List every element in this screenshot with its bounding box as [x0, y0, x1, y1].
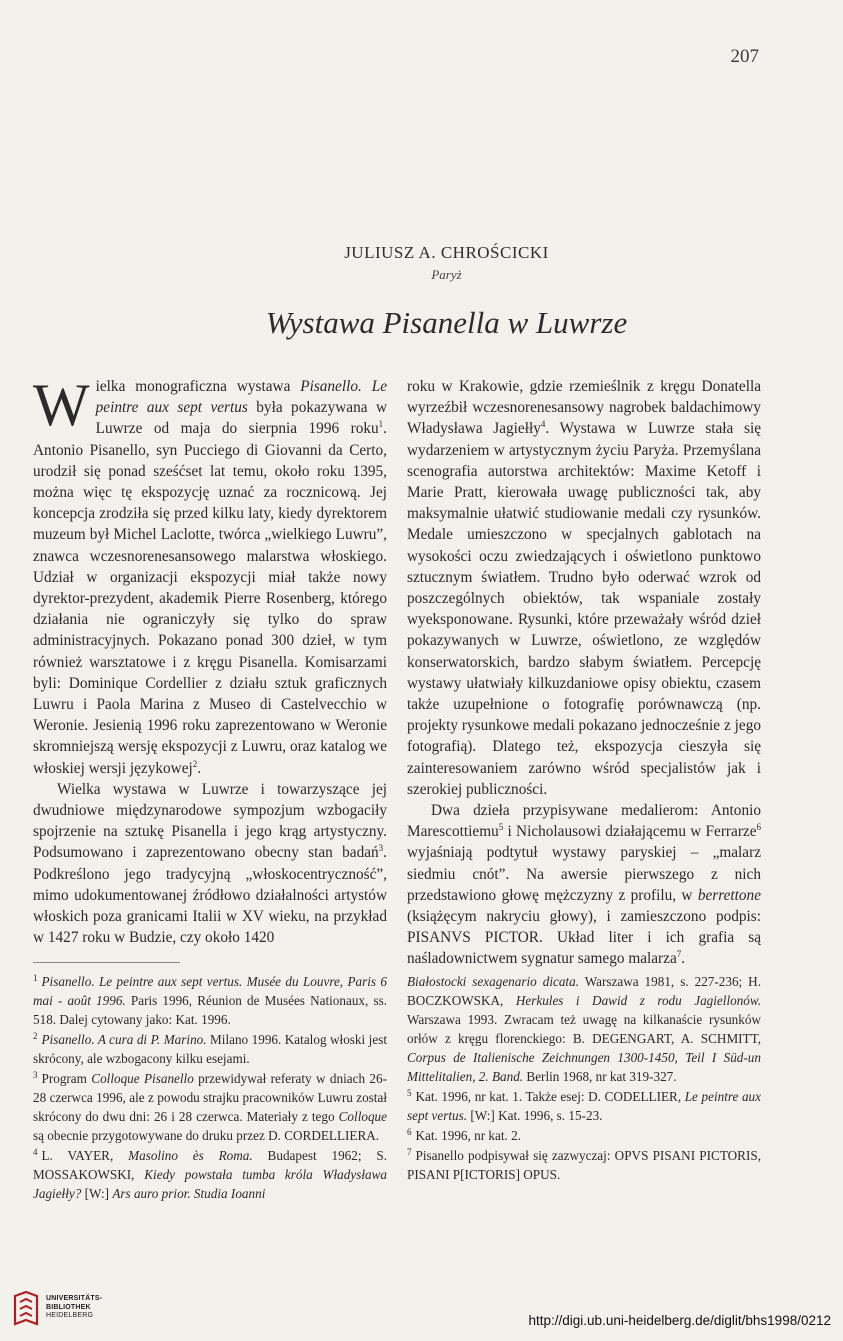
- article-title: Wystawa Pisanella w Luwrze: [265, 305, 628, 340]
- footnotes-right: [407, 972, 761, 1185]
- text-run: wyjaśniają podtytuł wystawy paryskiej – „malarz siedmiu cnót”. Na awersie pierwszego z nich przedstawiono głowę mężczyzny z profilu, w: [407, 844, 761, 904]
- text-run: Budapest 1962; S. MOSSAKOWSKI,: [33, 1148, 388, 1182]
- footnote-number: 6: [407, 1126, 412, 1137]
- footnote-ref[interactable]: 4: [540, 419, 546, 430]
- text-run-italic: Pisanello. A cura di P. Marino.: [41, 1032, 207, 1047]
- text-run: ielka monograficzna wystawa: [95, 378, 301, 395]
- footnote-5: [407, 1087, 761, 1125]
- text-run: Warszawa 1993. Zwracam też uwagę na kilkanaście rysunków orłów z kręgu florenckiego: B. DEGENGART, A. SCHMITT,: [407, 1012, 761, 1046]
- text-run-italic: Colloque Pisanello: [91, 1071, 194, 1086]
- footnote-number: 7: [407, 1146, 412, 1157]
- text-run: Berlin 1968, nr kat 319-327.: [523, 1069, 677, 1084]
- footnote-ref[interactable]: 3: [378, 843, 384, 854]
- body-column-left: [33, 372, 387, 948]
- library-name-line: UNIVERSITÄTS-: [46, 1295, 103, 1302]
- footnote-number: 2: [33, 1030, 38, 1041]
- text-run: . Podkreślono jego tradycyjną „włoskocentryczność”, mimo udokumentowanej źródłowo działalności artystów włoskich poza granicami Italii w XV wieku, na przykład w 1427 roku w Budzie, czy około 1420: [33, 844, 387, 947]
- footnote-number: 1: [33, 972, 38, 983]
- text-run: . Wystawa w Luwrze stała się wydarzeniem w artystycznym życiu Paryża. Przemyślana scenografia autorstwa architektów: Maxime Ketoff i Marie Pratt, kierowała uwagę publiczności tak, aby maksymalnie ułatwić studiowanie medali czy rysunków. Medale umieszczono w specjalnych gablotach na wysokości oczu zwiedzających i oświetlono punktowo sztucznym światłem. Trudno było oderwać wzrok od poszczególnych obiektów, tak wspaniale zostały wyeksponowane. Rysunki, które przeważały wśród dzieł pokazywanych w Luwrze, oświetlono, ze względów konserwatorskich, bardzo słabym światłem. Percepcję wystawy ułatwiały kilkuzdaniowe opisy obiektu, czasem także uzupełnione o fotografię porównawczą (np. projekty rysunkowe medali pokazano jednocześnie z jego fotografią). Dlatego też, ekspozycja cieszyła się zainteresowaniem zarówno wśród specjalistów jak i szerokiej publiczności.: [407, 420, 762, 798]
- source-url-link[interactable]: http://digi.ub.uni-heidelberg.de/diglit/bhs1998/0212: [528, 1313, 831, 1328]
- text-run-italic: Kiedy powstała tumba króla Władysława Jagiełły?: [33, 1167, 388, 1201]
- footnote-ref[interactable]: 7: [676, 949, 682, 960]
- text-run-italic: Pisanello. Le peintre aux sept vertus: [95, 378, 387, 417]
- text-run: L. VAYER,: [41, 1148, 129, 1163]
- footnote-number: 4: [33, 1146, 38, 1157]
- text-run: Dwa dzieła przypisywane medalierom: Antonio Marescottiemu: [407, 802, 761, 841]
- text-run: Kat. 1996, nr kat. 1. Także esej: D. CODELLIER,: [415, 1089, 685, 1104]
- footnote-ref[interactable]: 6: [756, 822, 761, 833]
- footnote-ref[interactable]: 1: [378, 419, 384, 430]
- footnote-3: [33, 1069, 387, 1145]
- text-run: i Nicholausowi działającemu w Ferrarze: [503, 823, 757, 841]
- article-header: [0, 243, 843, 341]
- footnote-4: [33, 1146, 387, 1203]
- text-run: Warszawa 1981, s. 227-236; H. BOCZKOWSKA,: [407, 974, 762, 1008]
- author: JULIUSZ A. CHROŚCICKI: [344, 243, 549, 262]
- text-run: roku w Krakowie, gdzie rzemieślnik z kręgu Donatella wyrzeźbił wczesnorenesansowy nagrobek baldachimowy Władysława Jagiełły: [407, 378, 761, 438]
- paragraph: [407, 376, 761, 800]
- author-place: Paryż: [431, 267, 462, 282]
- text-run: .: [681, 950, 686, 968]
- text-run-italic: berrettone: [697, 886, 761, 904]
- footnote-1: [33, 972, 387, 1029]
- footnote-number: 3: [33, 1069, 38, 1080]
- footnotes-left: [33, 972, 387, 1204]
- footnote-7: [407, 1146, 761, 1184]
- text-run-italic: Ars auro prior. Studia Ioanni: [112, 1186, 266, 1201]
- text-run: są obecnie przygotowywane do druku przez D. CORDELLIERA.: [33, 1128, 380, 1143]
- text-run: [W:]: [81, 1186, 113, 1201]
- library-name: [46, 1295, 102, 1321]
- text-run: Program: [41, 1071, 92, 1086]
- text-run: Milano 1996. Katalog włoski jest skrócony, ale wzbogacony kilku esejami.: [33, 1032, 387, 1066]
- library-name-line: HEIDELBERG: [46, 1312, 94, 1319]
- paragraph: [407, 800, 761, 970]
- library-name-line: BIBLIOTHEK: [46, 1303, 91, 1311]
- text-run-italic: Le peintre aux sept vertus.: [407, 1089, 761, 1123]
- text-run-italic: Masolino ès Roma.: [128, 1148, 253, 1163]
- text-run: była pokazywana w Luwrze od maja do sierpnia 1996 roku: [95, 399, 387, 438]
- text-run-italic: Corpus de Italienische Zeichnungen 1300-1450, Teil I Süd-un Mittelitalien, 2. Band.: [407, 1050, 761, 1084]
- text-run: (książęcym nakryciu głowy), i zamieszczono podpis: PISANVS PICTOR. Układ liter i ich grafia są naśladownictwem sygnatur samego malarza: [407, 908, 761, 968]
- footnote-6: [407, 1126, 761, 1145]
- footnote-4-continued: [407, 972, 761, 1086]
- text-run-italic: Herkules i Dawid z rodu Jagiellonów.: [515, 993, 761, 1008]
- library-emblem-icon: [12, 1290, 40, 1328]
- text-run: Paris 1996, Réunion de Musées Nationaux, ss. 518. Dalej cytowany jako: Kat. 1996.: [33, 993, 388, 1027]
- text-run: Wielka wystawa w Luwrze i towarzyszące jej dwudniowe międzynarodowe sympozjum wzbogaciły spojrzenie na sztukę Pisanella i jego krąg artystyczny. Podsumowano i zaprezentowano obecny stan badań: [33, 780, 387, 862]
- library-logo[interactable]: [12, 1290, 122, 1330]
- footnote-divider: [33, 962, 180, 963]
- text-run: przewidywał referaty w dniach 26-28 czerwca 1996, ale z powodu strajku pracowników Luwru został skrócony do dwu dni: 26 i 28 czerwca. Materiały z tego: [33, 1071, 387, 1124]
- text-run-italic: Białostocki sexagenario dicata.: [407, 974, 579, 989]
- paragraph: [33, 779, 387, 949]
- text-run: . Antonio Pisanello, syn Pucciego di Giovanni da Certo, urodził się ponad sześćset lat temu, około roku 1395, można więc tę ekspozycję uznać za rocznicową. Jej koncepcja zrodziła się przed kilku laty, kiedy dyrektorem muzeum był Michel Laclotte, twórca „wielkiego Luwru”, znawca wczesnorenesansowego malarstwa włoskiego. Udział w organizacji ekspozycji miał także nowy dyrektor-prezydent, akademik Pierre Rosenberg, którego działania nie ograniczyły się tylko do spraw administracyjnych. Pokazano ponad 300 dzieł, w tym również warsztatowe i z kręgu Pisanella. Komisarzami byli: Dominique Cordellier z działu sztuk graficznych Luwru i Paola Marina z Museo di Castelvecchio w Weronie. Jesienią 1996 roku zaprezentowano w Weronie skromniejszą wersję ekspozycji z Luwru, oraz katalog we włoskiej wersji językowej: [33, 420, 387, 777]
- footnote-ref[interactable]: 2: [192, 758, 198, 769]
- footnote-2: [33, 1030, 387, 1068]
- text-run: .: [197, 759, 202, 777]
- text-run-italic: Pisanello. Le peintre aux sept vertus. Musée du Louvre, Paris 6 mai - août 1996.: [33, 974, 387, 1008]
- footnote-number: 5: [407, 1087, 412, 1098]
- text-run: Kat. 1996, nr kat. 2.: [415, 1128, 521, 1143]
- footnote-ref[interactable]: 5: [498, 822, 504, 833]
- text-run: [W:] Kat. 1996, s. 15-23.: [467, 1108, 603, 1123]
- drop-cap: W: [33, 372, 90, 438]
- body-column-right: [407, 376, 761, 970]
- text-run-italic: Colloque: [338, 1109, 387, 1124]
- page-number: 207: [730, 46, 759, 67]
- text-run: Pisanello podpisywał się zazwyczaj: OPVS PISANI PICTORIS, PISANI P[ICTORIS] OPUS.: [407, 1148, 761, 1182]
- paragraph: [33, 372, 387, 779]
